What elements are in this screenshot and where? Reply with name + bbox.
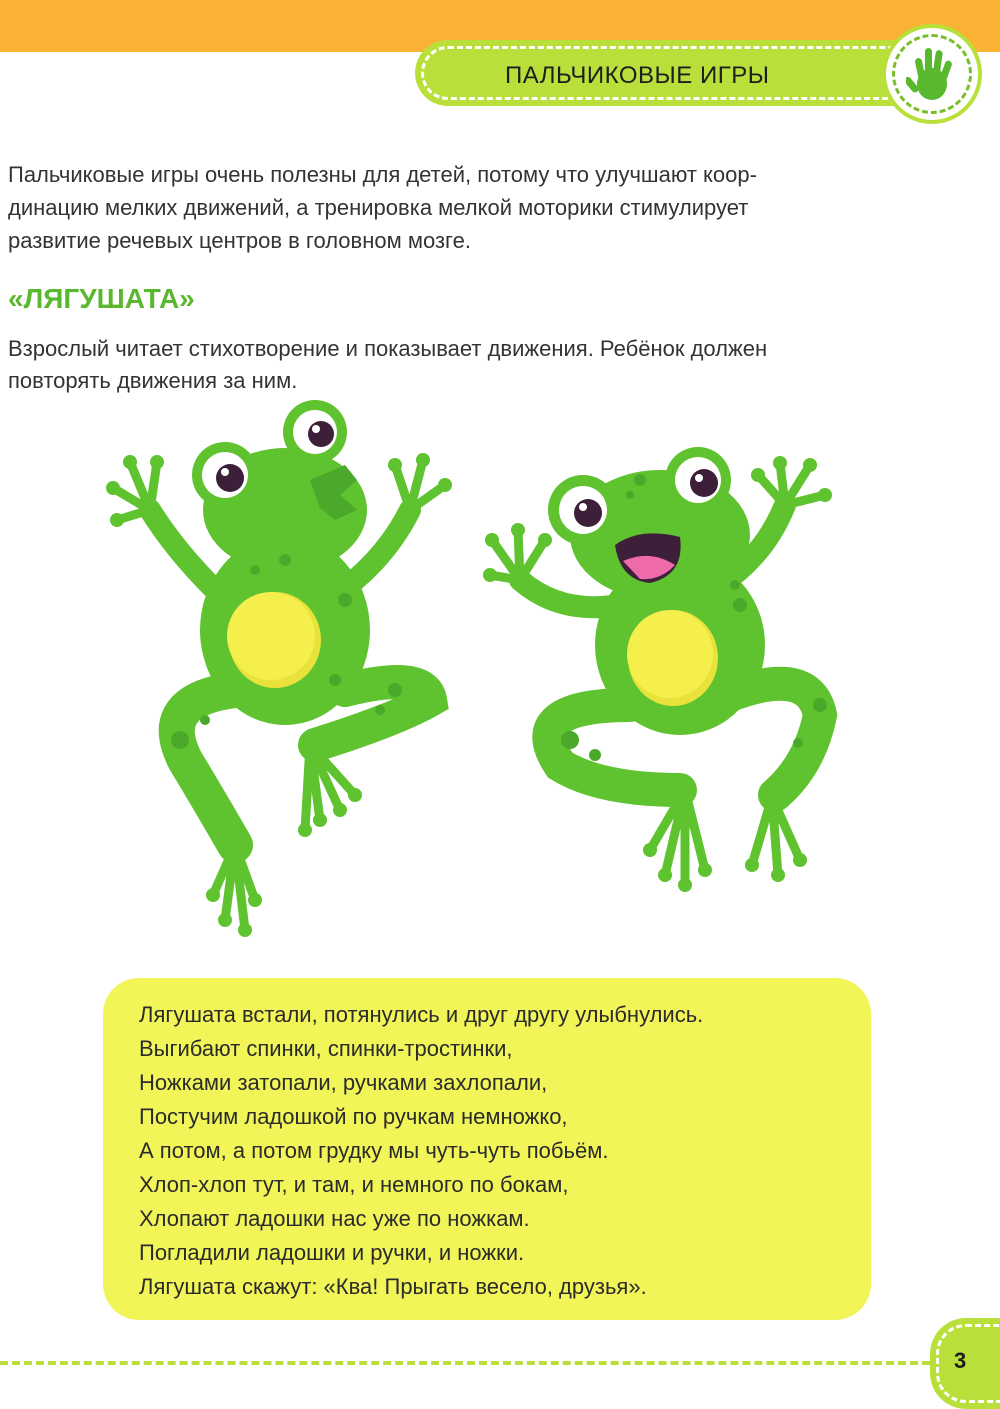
hand-icon	[906, 44, 958, 102]
poem-line: Хлоп-хлоп тут, и там, и немного по бокам,	[139, 1172, 569, 1197]
intro-line: динацию мелких движений, а тренировка мелкой моторики стимулирует	[8, 195, 749, 220]
section-title: ПАЛЬЧИКОВЫЕ ИГРЫ	[505, 62, 770, 89]
instruction-line: Взрослый читает стихотворение и показывает движения. Ребёнок должен	[8, 336, 768, 361]
frog-illustration-left	[95, 400, 475, 960]
page-tab-dashed-border	[936, 1324, 1000, 1403]
poem-line: Погладили ладошки и ручки, и ножки.	[139, 1240, 525, 1265]
poem-line: Лягушата встали, потянулись и друг другу улыбнулись.	[139, 1002, 704, 1027]
poem-line: Хлопают ладошки нас уже по ножкам.	[139, 1206, 530, 1231]
poem-box	[103, 978, 871, 1320]
footer-dashed-line	[0, 1361, 930, 1365]
page-number-tab	[930, 1318, 1000, 1409]
game-title: «ЛЯГУШАТА»	[8, 283, 195, 314]
poem-line: Выгибают спинки, спинки-тростинки,	[139, 1036, 513, 1061]
game-instructions	[8, 333, 968, 397]
page-number: 3	[954, 1348, 967, 1373]
hand-badge	[882, 24, 982, 124]
poem-line: Постучим ладошкой по ручкам немножко,	[139, 1104, 568, 1129]
instruction-line: повторять движения за ним.	[8, 368, 298, 393]
frog-illustration-right	[480, 445, 870, 905]
poem-line: Ножками затопали, ручками захлопали,	[139, 1070, 548, 1095]
poem-line: А потом, а потом грудку мы чуть-чуть побьём.	[139, 1138, 609, 1163]
intro-line: развитие речевых центров в головном мозге.	[8, 228, 471, 253]
poem-line: Лягушата скажут: «Ква! Прыгать весело, друзья».	[139, 1274, 647, 1299]
intro-line: Пальчиковые игры очень полезны для детей, потому что улучшают коор-	[8, 162, 757, 187]
intro-paragraph	[8, 158, 968, 257]
